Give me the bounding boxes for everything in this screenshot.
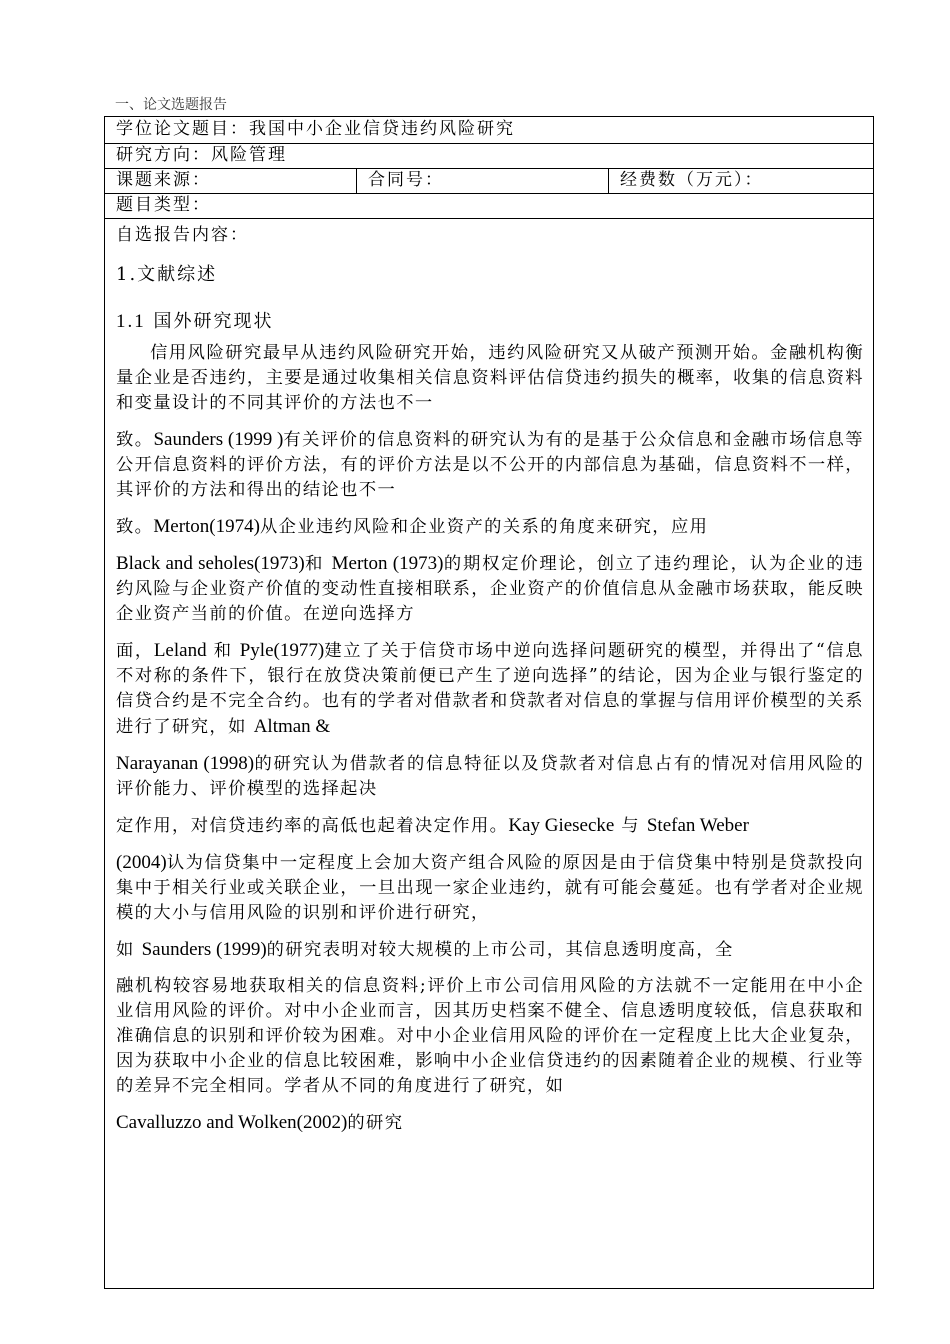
topic-type-row: 题目类型： bbox=[105, 193, 873, 219]
text-run: 信用风险研究最早从违约风险研究开始，违约风险研究又从破产预测开始。金融机构衡量企业是否违约，主要是通过收集相关信息资料评估信贷违约损失的概率，收集的信息资料和变量设计的不同其评价的方法也不一 bbox=[116, 343, 864, 413]
citation: Merton(1974) bbox=[153, 516, 260, 537]
citation: Narayanan (1998) bbox=[116, 753, 255, 774]
text-run: 面， bbox=[116, 641, 154, 661]
section-heading: 一、论文选题报告 bbox=[115, 98, 227, 113]
text-run: 致。 bbox=[116, 517, 154, 537]
text-run: 的研究表明对较大规模的上市公司，其信息透明度高，全 bbox=[266, 940, 734, 960]
text-run: 和 bbox=[213, 641, 233, 661]
citation: Pyle(1977) bbox=[239, 640, 325, 661]
citation: Saunders (1999 ) bbox=[153, 429, 284, 450]
contract-no-cell: 合同号： bbox=[357, 168, 609, 193]
text-run: 定作用，对信贷违约率的高低也起着决定作用。 bbox=[116, 816, 509, 836]
heading-text: 国外研究现状 bbox=[153, 311, 274, 332]
text-run: 从企业违约风险和企业资产的关系的角度来研究，应用 bbox=[259, 517, 709, 537]
text-run: 的研究 bbox=[347, 1113, 404, 1133]
report-content bbox=[105, 219, 873, 1288]
heading-literature-review: 1.文献综述 bbox=[116, 264, 218, 285]
citation: Black and seholes(1973) bbox=[116, 553, 305, 574]
research-direction-row: 研究方向：风险管理 bbox=[105, 143, 873, 169]
citation: Cavalluzzo and Wolken(2002) bbox=[116, 1112, 348, 1133]
report-form bbox=[104, 116, 874, 1289]
thesis-title-row: 学位论文题目：我国中小企业信贷违约风险研究 bbox=[105, 117, 873, 144]
heading-number: 1.1 bbox=[116, 311, 146, 332]
body-paragraph bbox=[116, 341, 864, 1136]
citation: (2004) bbox=[116, 852, 167, 873]
citation: Saunders (1999) bbox=[141, 939, 267, 960]
citation: Leland bbox=[153, 640, 207, 661]
text-run: 和 bbox=[304, 554, 325, 574]
citation: Altman & bbox=[253, 716, 331, 737]
text-run: 致。 bbox=[116, 430, 154, 450]
source-row bbox=[105, 168, 873, 194]
text-run: 与 bbox=[621, 816, 640, 836]
text-run: 有关评价的信息资料的研究认为有的是基于公众信息和金融市场信息等公开信息资料的评价方法，有的评价方法是以不公开的内部信息为基础，信息资料不一样，其评价的方法和得出的结论也不一 bbox=[116, 430, 864, 500]
text-run: 认为信贷集中一定程度上会加大资产组合风险的原因是由于信贷集中特别是贷款投向集中于相关行业或关联企业，一旦出现一家企业违约，就有可能会蔓延。也有学者对企业规模的大小与信用风险的识别和评价进行研究， bbox=[116, 853, 864, 923]
citation: Stefan Weber bbox=[646, 815, 749, 836]
topic-source-cell: 课题来源： bbox=[105, 168, 357, 193]
citation: Merton (1973) bbox=[331, 553, 444, 574]
citation: Kay Giesecke bbox=[508, 815, 615, 836]
heading-foreign-research bbox=[116, 307, 864, 337]
text-run: 的研究认为借款者的信息特征以及贷款者对信息占有的情况对信用风险的评价能力、评价模型的选择起决 bbox=[116, 754, 865, 799]
text-run: 如 bbox=[116, 940, 135, 960]
text-run: 融机构较容易地获取相关的信息资料;评价上市公司信用风险的方法就不一定能用在中小企业信用风险的评价。对中小企业而言，因其历史档案不健全、信息透明度较低，信息获取和准确信息的识别和评价较为困难。对中小企业信用风险的评价在一定程度上比大企业复杂，因为获取中小企业的信息比较困难，影响中小企业信贷违约的因素随着企业的规模、行业等的差异不完全相同。学者从不同的角度进行了研究，如 bbox=[116, 976, 864, 1096]
text-run: 建立了关于信贷市场中逆向选择问题研究的模型，并得出了“信息不对称的条件下，银行在放贷决策前便已产生了逆向选择”的结论，因为企业与银行鉴定的信贷合约是不完全合约。也有的学者对借款者和贷款者对信息的掌握与信用评价模型的关系进行了研究，如 bbox=[116, 641, 864, 737]
funding-cell: 经费数（万元）： bbox=[620, 170, 764, 190]
text-run: 的期权定价理论，创立了违约理论，认为企业的违约风险与企业资产价值的变动性直接相联系，企业资产的价值信息从金融市场获取，能反映企业资产当前的价值。在逆向选择方 bbox=[116, 554, 864, 624]
custom-report-label: 自选报告内容： bbox=[116, 225, 249, 245]
